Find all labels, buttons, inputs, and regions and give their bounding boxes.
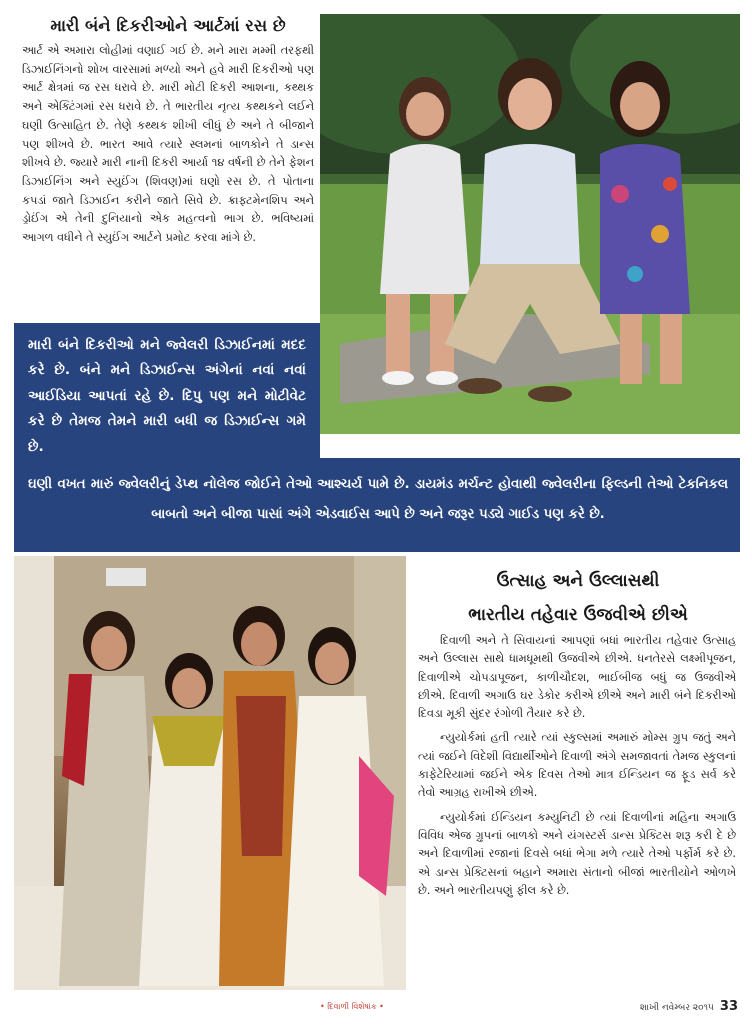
- festival-paragraph-2: ન્યુયોર્કમાં હતી ત્યારે ત્યાં સ્કુલ્સમાં અમારું મોમ્સ ગ્રુપ જતું અને ત્યાં જઈને વિદેશી વિદ્યાર્થીઓને દિવાળી અંગે સમજાવતાં તેમજ સ્કુલનાં કાફેટેરિયામાં જઈને એક દિવસ તેઓ માત્ર ઈન્ડિયન જ ફૂડ સર્વ કરે તેવો આગ્રહ રાખીએ છીએ.: [418, 731, 736, 800]
- festival-paragraph-1: દિવાળી અને તે સિવાયનાં આપણાં બધાં ભારતીય તહેવાર ઉત્સાહ અને ઉલ્લાસ સાથે ધામધૂમથી ઉજવીએ છીએ. ધનતેરસે લક્ષ્મીપૂજન, દિવાળીએ ચોપડાપૂજન, કાળીચૌદશ, ભાઈબીજ બધું જ ઉજવીએ છીએ. દિવાળી અગાઉ ઘર ડેકોર કરીએ છીએ અને મારી બંને દિકરીઓ દિવડા મૂકી સુંદર રંગોળી તૈયાર કરે છે.: [418, 634, 736, 721]
- festival-photo: [14, 556, 406, 990]
- quote-text: મારી બંને દિકરીઓ મને જ્વેલરી ડિઝાઈનમાં મદદ કરે છે. બંને મને ડિઝાઈન્સ અંગેનાં નવાં નવાં આઈડિયા આપતાં રહે છે. દિપુ પણ મને મોટીવેટ કરે છે તેમજ તેમને મારી બધી જ ડિઝાઈન્સ ગમે છે.: [28, 337, 306, 455]
- festival-text: [418, 632, 736, 906]
- family-photo: [320, 14, 740, 434]
- section-title-art: મારી બંને દિકરીઓને આર્ટમાં રસ છે: [50, 16, 286, 35]
- highlight-band-text: ઘણી વખત મારું જ્વેલરીનું ડેપ્થ નોલેજ જોઈને તેઓ આશ્ચર્ય પામે છે. ડાયમંડ મર્ચન્ટ હોવાથી જ્વેલરીના ફિલ્ડની તેઓ ટેકનિકલ બાબતો અને બીજા પાસાં અંગે એડવાઈસ આપે છે અને જરૂર પડ્યે ગાઈડ પણ કરે છે.: [28, 477, 728, 522]
- festival-paragraph-3: ન્યુયોર્કમાં ઈન્ડિયન કમ્યુનિટી છે ત્યાં દિવાળીનાં મહિના અગાઉ વિવિધ એજ ગ્રુપનાં બાળકો અને યંગસ્ટર્સ ડાન્સ પ્રેક્ટિસ શરૂ કરી દે છે અને દિવાળીમાં રજાનાં દિવસે બધાં ભેગા મળે ત્યારે તેઓ પર્ફોર્મ કરે છે. એ ડાન્સ પ્રેક્ટિસનાં બહાને અમારા સંતાનો બીજાં ભારતીયોને ઓળખે છે. અને ભારતીયપણું ફીલ કરે છે.: [418, 810, 736, 897]
- festival-heading-line2: ભારતીય તહેવાર ઉજવીએ છીએ: [468, 605, 688, 625]
- footer-issue-label: • દિવાળી વિશેષાંક •: [320, 1002, 384, 1011]
- festival-heading-line1: ઉત્સાહ અને ઉલ્લાસથી: [496, 571, 660, 591]
- footer-right: [640, 999, 738, 1014]
- page-number: 33: [719, 999, 738, 1014]
- quote-box: [14, 323, 320, 463]
- art-paragraph: આર્ટ એ અમારા લોહીમાં વણાઈ ગઈ છે. મને મારા મમ્મી તરફથી ડિઝાઈનિંગનો શોખ વારસામાં મળ્યો અને હવે મારી દિકરીઓ પણ આર્ટ ક્ષેત્રમાં જ રસ ધરાવે છે. મારી મોટી દિકરી આશના, કથ્થક અને એક્ટિંગમાં રસ ધરાવે છે. તે ભારતીય નૃત્ય કથ્થકને લઈને ઘણી ઉત્સાહિત છે. તેણે કથ્થક શીખી લીધું છે અને તે બીજાને પણ શીખવે છે. ભારત આવે ત્યારે સ્લમનાં બાળકોને તે ડાન્સ શીખવે છે. જ્યારે મારી નાની દિકરી આર્યા ૧૪ વર્ષની છે તેને ફેશન ડિઝાઈનિંગ અને સ્યુઈંગ (શિવણ)માં ઘણો રસ છે. તે પોતાના કપડાં જાતે ડિઝાઈન કરીને જાતે સિવે છે. ક્રાફ્ટમેનશિપ અને ડ્રોઈંગ એ તેની દુનિયાનો એક મહત્વનો ભાગ છે. ભવિષ્યમાં આગળ વધીને તે સ્યુઈંગ આર્ટને પ્રમોટ કરવા માંગે છે.: [22, 44, 314, 245]
- highlight-band: [14, 458, 740, 552]
- footer-magazine-date: શાખી નવેમ્બર ૨૦૧૫: [639, 1003, 714, 1013]
